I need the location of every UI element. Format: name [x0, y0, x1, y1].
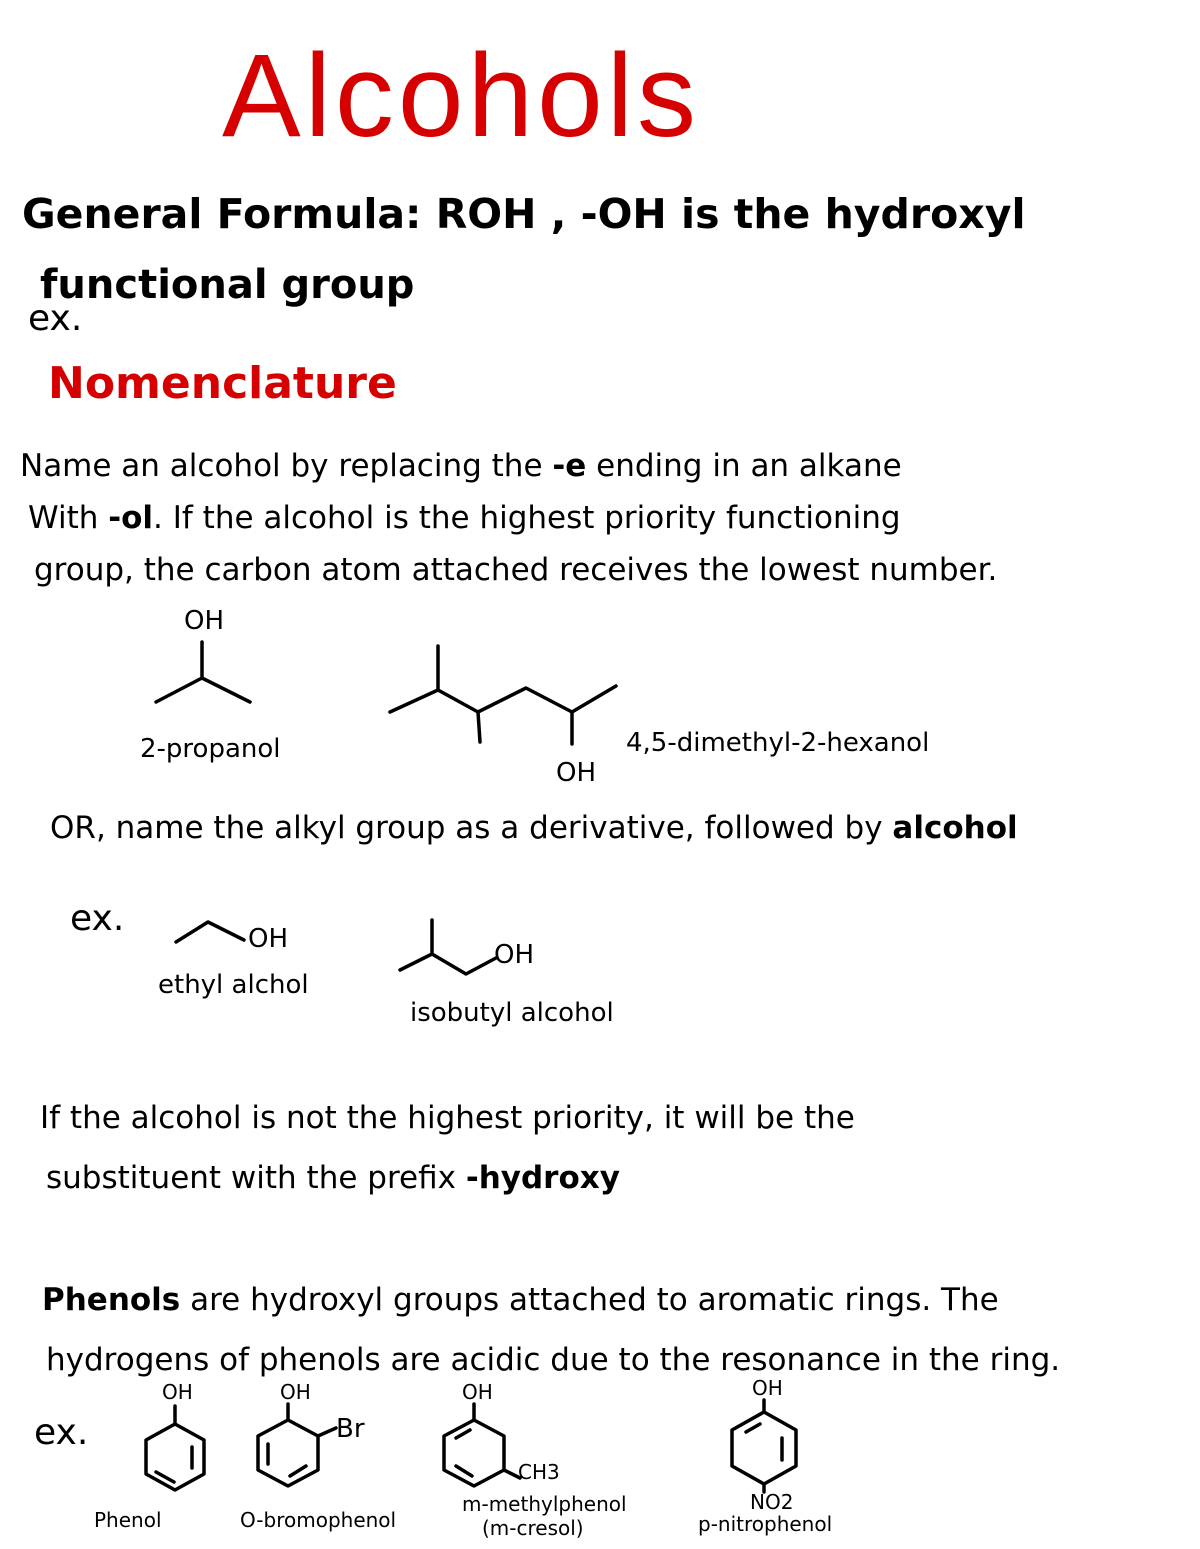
bond — [156, 678, 202, 702]
text-span: ending in an alkane — [586, 448, 902, 484]
br-bond — [318, 1428, 336, 1436]
page-title: Alcohols — [222, 30, 701, 162]
nomenclature-line1 — [20, 448, 902, 484]
isobutanol-structure — [396, 916, 506, 986]
isobutanol-oh-label: OH — [494, 940, 535, 970]
propanol-oh-label: OH — [184, 606, 225, 636]
benzene-hexagon — [732, 1412, 796, 1484]
nomenclature-line2 — [28, 500, 901, 536]
phenol-oh-label: OH — [162, 1380, 193, 1404]
text-span: With — [28, 500, 109, 536]
ethanol-name: ethyl alchol — [158, 970, 309, 1000]
general-formula-line1: General Formula: ROH , -OH is the hydroxyl — [22, 190, 1026, 238]
hexanol-name: 4,5-dimethyl-2-hexanol — [626, 728, 930, 758]
bond — [202, 678, 250, 702]
priority-line1: If the alcohol is not the highest priority, it will be the — [40, 1100, 855, 1136]
bromophenol-name: O-bromophenol — [240, 1508, 397, 1532]
priority-line2 — [46, 1160, 620, 1196]
text-span: . If the alcohol is the highest priority functioning — [153, 500, 901, 536]
methylphenol-sub-label: CH3 — [518, 1460, 560, 1484]
methylphenol-ring — [430, 1400, 550, 1500]
benzene-hexagon — [444, 1420, 504, 1486]
ending-e: -e — [552, 448, 587, 484]
double-bond — [456, 1466, 472, 1476]
nitrophenol-ring — [716, 1396, 816, 1496]
methylphenol-alt-name: (m-cresol) — [482, 1516, 584, 1540]
chain — [176, 922, 244, 942]
phenol-ring — [130, 1402, 210, 1502]
general-formula-line2: functional group — [40, 262, 415, 308]
bromophenol-oh-label: OH — [280, 1380, 311, 1404]
double-bond — [456, 1430, 470, 1438]
nomenclature-heading: Nomenclature — [48, 358, 397, 409]
text-span: substituent with the prefix — [46, 1160, 466, 1196]
methylphenol-oh-label: OH — [462, 1380, 493, 1404]
bromophenol-sub-label: Br — [336, 1414, 365, 1444]
ex1-prefix: ex. — [28, 298, 83, 339]
ethanol-structure — [172, 912, 252, 952]
chain — [400, 954, 496, 974]
phenols-line2: hydrogens of phenols are acidic due to the resonance in the ring. — [46, 1342, 1061, 1378]
chain — [390, 686, 616, 712]
ethanol-oh-label: OH — [248, 924, 289, 954]
phenols-line1 — [42, 1282, 999, 1318]
methylphenol-name: m-methylphenol — [462, 1492, 627, 1516]
ex2-prefix: ex. — [70, 898, 125, 939]
phenols-bold: Phenols — [42, 1282, 181, 1318]
suffix-ol: -ol — [108, 500, 154, 536]
isobutanol-name: isobutyl alcohol — [410, 998, 614, 1028]
propanol-name: 2-propanol — [140, 734, 281, 764]
alcohol-bold: alcohol — [892, 810, 1018, 846]
text-span: OR, name the alkyl group as a derivative, followed by — [50, 810, 893, 846]
text-span: Name an alcohol by replacing the — [20, 448, 553, 484]
nitrophenol-name: p-nitrophenol — [698, 1512, 833, 1536]
dimethylhexanol-structure — [384, 640, 624, 750]
nomenclature-line3: group, the carbon atom attached receives the lowest number. — [34, 552, 998, 588]
prefix-hydroxy: -hydroxy — [465, 1160, 620, 1196]
hexanol-oh-label: OH — [556, 758, 597, 788]
phenol-ex-prefix: ex. — [34, 1412, 89, 1453]
methyl-bond — [478, 712, 480, 742]
benzene-hexagon — [146, 1424, 204, 1490]
nitrophenol-oh-label: OH — [752, 1376, 783, 1400]
nitrophenol-sub-label: NO2 — [750, 1490, 794, 1514]
phenol-name: Phenol — [94, 1508, 162, 1532]
double-bond — [746, 1424, 760, 1432]
text-span: are hydroxyl groups attached to aromatic rings. The — [180, 1282, 999, 1318]
or-line — [50, 810, 1018, 846]
double-bond — [290, 1466, 306, 1476]
